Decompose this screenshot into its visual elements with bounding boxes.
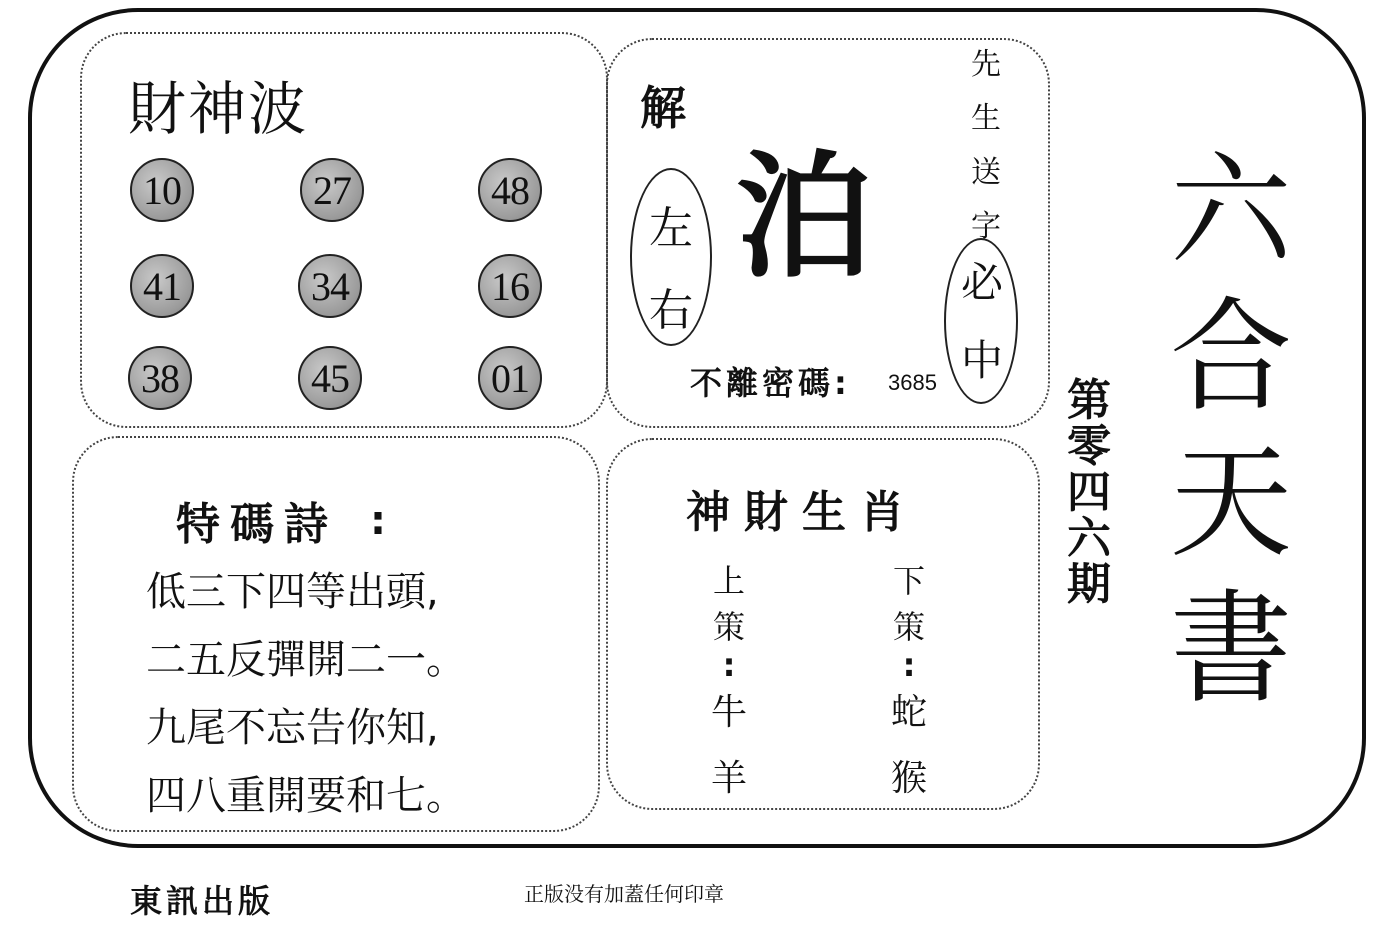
poem-title: 特碼詩 (176, 499, 338, 550)
publisher: 東訊出版 (130, 882, 275, 920)
secret-code-label: 不離密碼: (690, 364, 851, 402)
lower-label-char: 下 (892, 562, 925, 600)
gift-char: 先 (971, 47, 1001, 82)
lower-animal: 蛇 (890, 692, 927, 733)
number-ball: 34 (298, 254, 362, 318)
gift-text (964, 38, 1008, 254)
number-ball: 41 (130, 254, 194, 318)
right-char: 右 (649, 285, 693, 336)
number-ball: 48 (478, 158, 542, 222)
poem-line: 九尾不忘告你知, (146, 705, 439, 751)
upper-colon: : (722, 646, 736, 684)
upper-animal: 牛 (710, 692, 747, 733)
riddle-character: 泊 (736, 139, 872, 297)
poem-line: 低三下四等出頭, (146, 569, 439, 615)
number-ball: 27 (300, 158, 364, 222)
left-char: 左 (649, 203, 693, 254)
poem-title-colon: : (370, 498, 386, 544)
number-ball: 38 (128, 346, 192, 410)
lower-label-char: 策 (892, 608, 925, 646)
issue-number: 第零四六期 (1067, 375, 1111, 610)
secret-code-value: 3685 (888, 370, 937, 395)
sure-hit-char: 中 (960, 336, 1003, 385)
lower-colon: : (902, 646, 916, 684)
lower-animal: 猴 (890, 758, 927, 799)
upper-label-char: 上 (712, 562, 745, 600)
riddle-label: 解 (640, 81, 686, 135)
zodiac-title: 神財生肖 (686, 487, 918, 538)
number-ball: 10 (130, 158, 194, 222)
number-ball: 16 (478, 254, 542, 318)
gift-char: 送 (971, 155, 1001, 190)
main-title: 六合天書 (1170, 140, 1292, 720)
poem-line: 四八重開要和七。 (146, 773, 466, 819)
gift-char: 生 (971, 101, 1001, 136)
upper-label-char: 策 (712, 608, 745, 646)
sure-hit-char: 必 (960, 258, 1003, 307)
poem-line: 二五反彈開二一。 (146, 637, 466, 683)
lower-strategy (884, 558, 934, 812)
number-ball: 45 (298, 346, 362, 410)
number-ball: 01 (478, 346, 542, 410)
gift-char: 字 (971, 209, 1001, 244)
upper-animal: 羊 (710, 758, 747, 799)
authenticity-notice: 正版没有加蓋任何印章 (524, 882, 724, 906)
upper-strategy (704, 558, 754, 812)
wealth-wave-title: 財神波 (128, 75, 309, 143)
